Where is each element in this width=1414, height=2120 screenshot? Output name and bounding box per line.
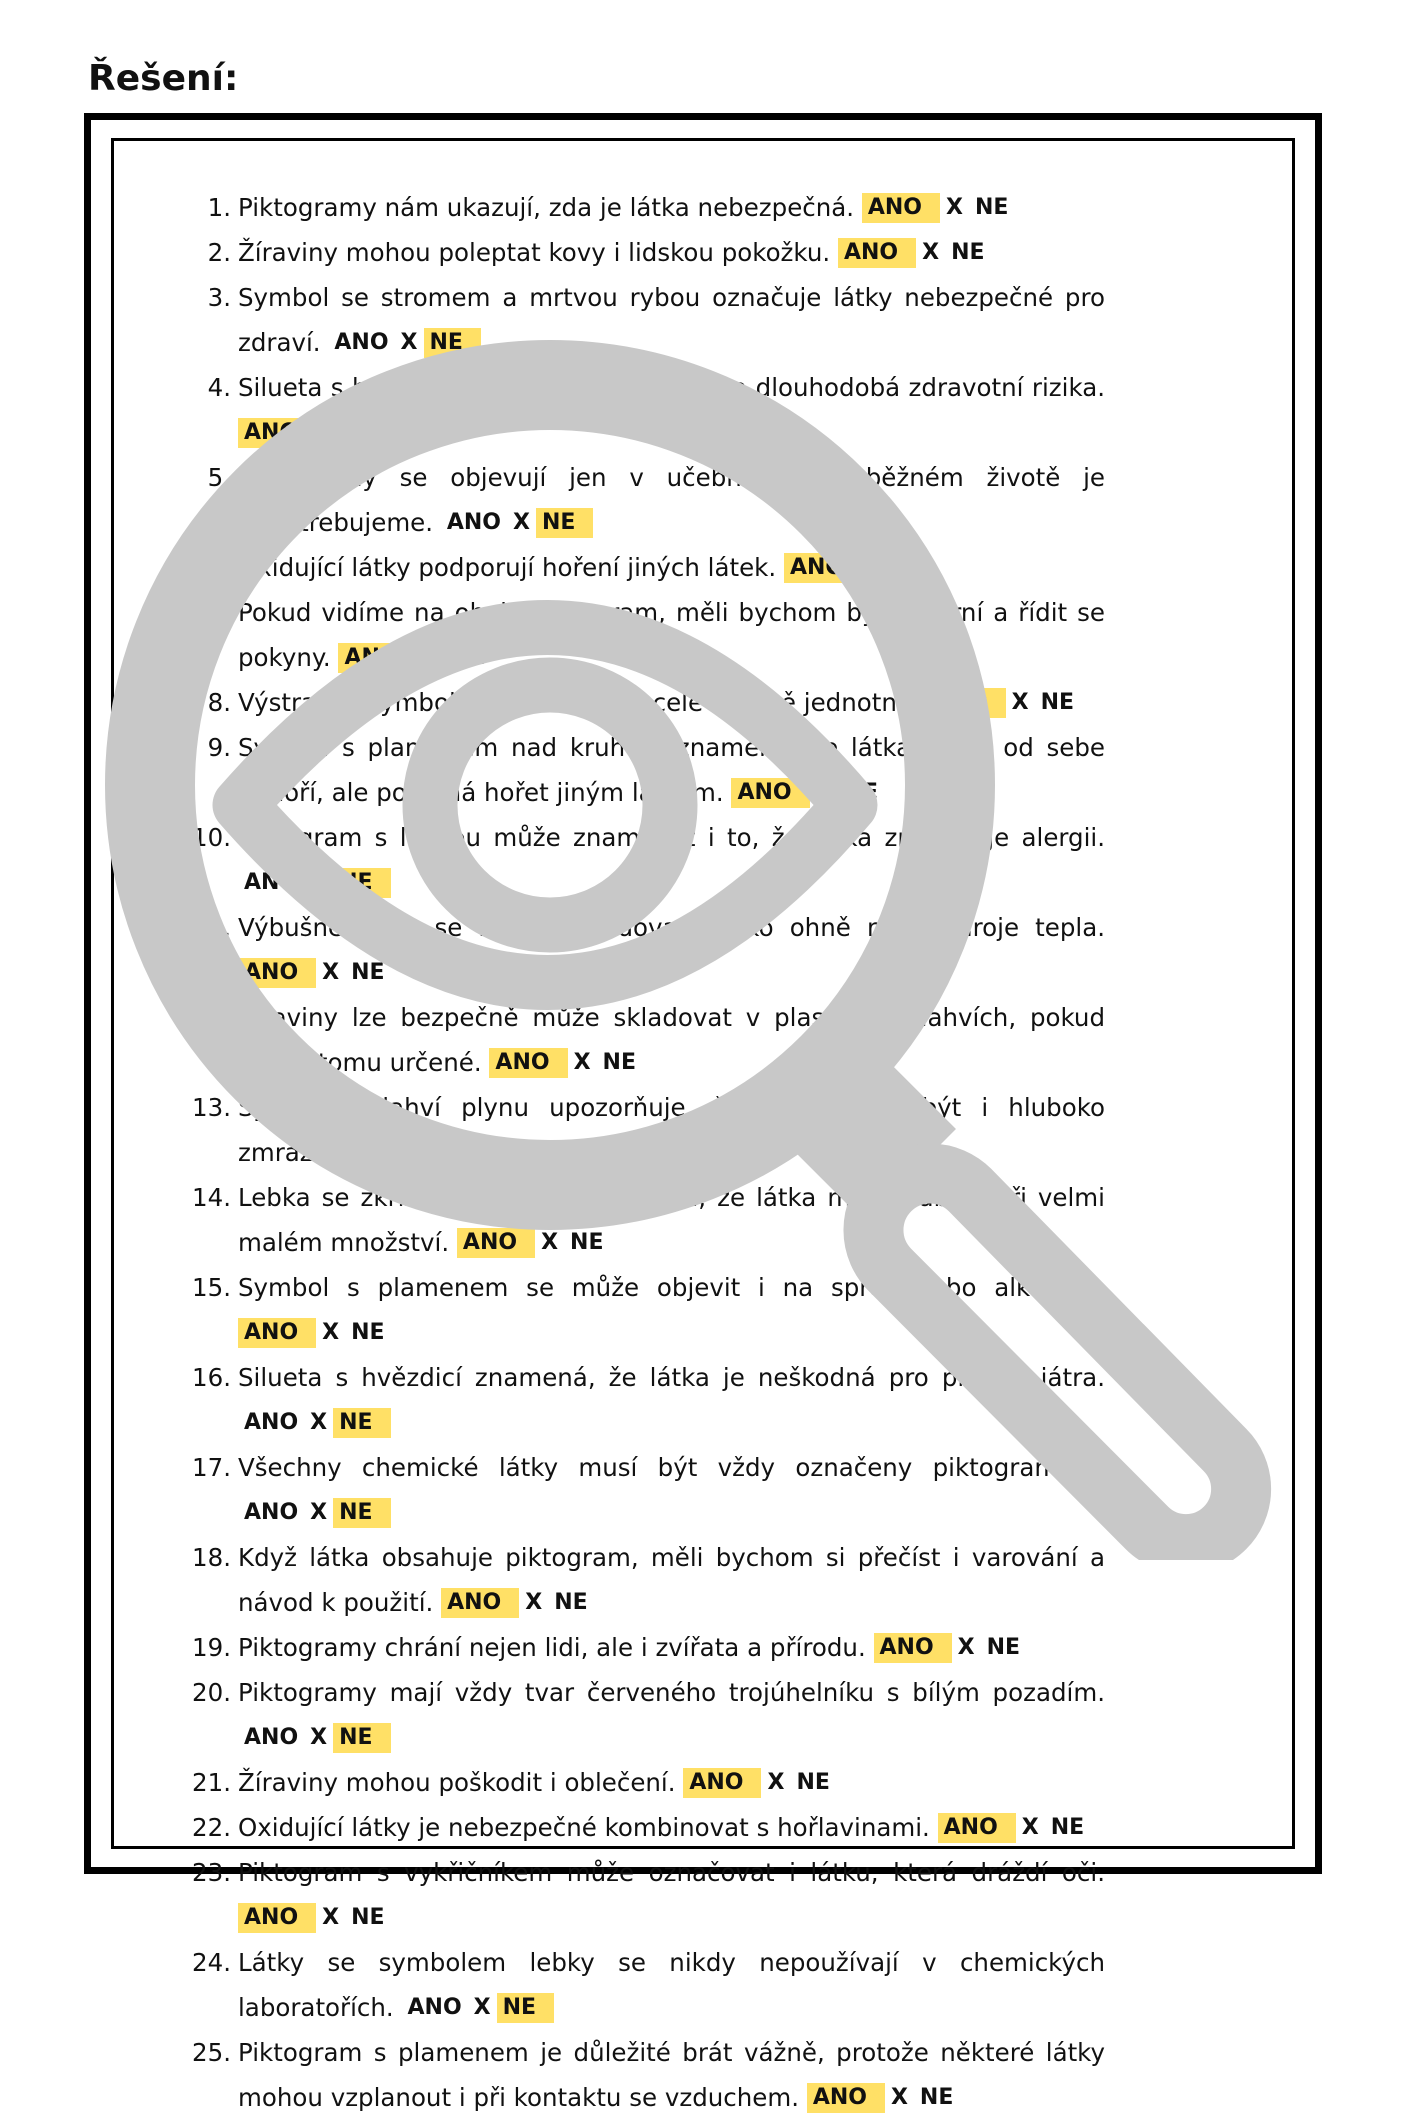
question-item [175, 1850, 1105, 1940]
question-item [175, 905, 1105, 995]
answer-no: NE [451, 645, 486, 670]
question-item [175, 1940, 1105, 2030]
answer-group [238, 868, 391, 897]
question-item [175, 725, 1105, 815]
answer-no: NE [333, 1723, 390, 1753]
answer-group [441, 1588, 594, 1617]
answer-yes: ANO [784, 553, 862, 583]
question-text: Symbol se stromem a mrtvou rybou označuje látky nebezpečné pro zdraví. [238, 283, 1105, 357]
question-item [175, 995, 1105, 1085]
question-number: 18. [192, 1543, 231, 1572]
answer-yes: ANO [244, 1500, 299, 1525]
answer-group [238, 1903, 391, 1932]
answer-no: NE [951, 240, 985, 265]
question-text: Pokud vidíme na obalu piktogram, měli bychom být opatrní a řídit se pokyny. [238, 598, 1105, 672]
answer-yes: ANO [457, 1228, 535, 1258]
question-number: 16. [192, 1363, 231, 1392]
answer-separator: X [473, 1995, 491, 2020]
answer-no: NE [974, 195, 1009, 220]
answer-separator: X [701, 1140, 719, 1165]
answer-yes: ANO [238, 958, 316, 988]
question-item [175, 1535, 1105, 1625]
question-number: 19. [192, 1633, 231, 1662]
answer-separator: X [322, 1320, 340, 1345]
answer-yes: ANO [334, 330, 389, 355]
answer-no: NE [730, 1140, 764, 1165]
answer-separator: X [310, 1500, 328, 1525]
answer-group [238, 958, 391, 987]
question-number: 8. [207, 688, 231, 717]
answer-separator: X [422, 645, 440, 670]
question-text: Látky se symbolem lebky se nikdy nepoužívají v chemických laboratořích. [238, 1948, 1105, 2022]
question-list [175, 185, 1105, 2120]
answer-group [441, 508, 594, 537]
question-item [175, 1355, 1105, 1445]
answer-yes: ANO [238, 1318, 316, 1348]
answer-yes: ANO [238, 1903, 316, 1933]
answer-no: NE [844, 780, 879, 805]
answer-group [238, 1408, 391, 1437]
answer-group [784, 553, 937, 582]
answer-group [238, 1318, 391, 1347]
answer-group [683, 1768, 836, 1797]
answer-group [617, 1138, 770, 1167]
answer-group [874, 1633, 1027, 1662]
answer-yes: ANO [838, 238, 916, 268]
question-item [175, 1175, 1105, 1265]
answer-group [862, 193, 1015, 222]
answer-group [938, 1813, 1091, 1842]
question-number: 21. [192, 1768, 231, 1797]
answer-no: NE [497, 1993, 554, 2023]
answer-no: NE [1040, 690, 1075, 715]
answer-separator: X [957, 1635, 975, 1660]
answer-yes: ANO [731, 778, 809, 808]
answer-no: NE [351, 960, 385, 985]
question-text: Piktogramy mají vždy tvar červeného trojúhelníku s bílým pozadím. [238, 1678, 1105, 1707]
answer-separator: X [868, 555, 886, 580]
answer-no: NE [351, 420, 385, 445]
question-number: 2. [207, 238, 231, 267]
question-text: Výbušné látky se nesmí skladovat blízko ohně nebo zdroje tepla. [238, 913, 1105, 942]
answer-separator: X [525, 1590, 543, 1615]
answer-no: NE [897, 555, 931, 580]
question-number: 15. [192, 1273, 231, 1302]
question-number: 25. [192, 2038, 231, 2067]
question-item [175, 815, 1105, 905]
question-item [175, 1805, 1105, 1850]
question-number: 1. [207, 193, 231, 222]
question-item [175, 1625, 1105, 1670]
answer-group [807, 2083, 960, 2112]
question-number: 24. [192, 1948, 231, 1977]
answer-no: NE [536, 508, 593, 538]
answer-separator: X [573, 1050, 591, 1075]
answer-yes: ANO [617, 1138, 695, 1168]
answer-yes: ANO [244, 1725, 299, 1750]
answer-separator: X [400, 330, 418, 355]
answer-yes: ANO [446, 510, 501, 535]
answer-no: NE [424, 328, 481, 358]
question-number: 11. [192, 913, 231, 942]
question-item [175, 365, 1105, 455]
question-item [175, 275, 1105, 365]
question-text: Symbol s lahví plynu upozorňuje, že plyn může být i hluboko zmrazený a způsobit omrzliny. [238, 1093, 1105, 1167]
answer-yes: ANO [489, 1048, 567, 1078]
answer-group [402, 1993, 555, 2022]
question-text: Piktogramy chrání nejen lidi, ale i zvířata a přírodu. [238, 1633, 874, 1662]
answer-group [489, 1048, 642, 1077]
question-text: Žíraviny mohou poškodit i oblečení. [238, 1768, 684, 1797]
answer-no: NE [554, 1590, 588, 1615]
answer-group [457, 1228, 610, 1257]
question-item [175, 455, 1105, 545]
answer-yes: ANO [928, 688, 1006, 718]
question-text: Lebka se zkříženými hnáty znamená, že látka může zabít i při velmi malém množství. [238, 1183, 1105, 1257]
answer-group [238, 418, 391, 447]
question-item [175, 1445, 1105, 1535]
answer-separator: X [322, 420, 340, 445]
answer-separator: X [512, 510, 530, 535]
question-number: 20. [192, 1678, 231, 1707]
question-item [175, 185, 1105, 230]
answer-yes: ANO [238, 418, 316, 448]
answer-group [928, 688, 1081, 717]
question-number: 14. [192, 1183, 231, 1212]
question-number: 22. [192, 1813, 231, 1842]
question-text: Piktogram s lebkou může znamenat i to, že látka způsobuje alergii. [238, 823, 1105, 852]
question-item [175, 1670, 1105, 1760]
question-item [175, 1265, 1105, 1355]
answer-no: NE [602, 1050, 636, 1075]
question-number: 6. [207, 553, 231, 582]
answer-separator: X [322, 960, 340, 985]
answer-no: NE [570, 1230, 604, 1255]
answer-yes: ANO [244, 1410, 299, 1435]
question-item [175, 590, 1105, 680]
question-item [175, 230, 1105, 275]
answer-yes: ANO [441, 1588, 519, 1618]
question-number: 3. [207, 283, 231, 312]
question-item [175, 545, 1105, 590]
answer-no: NE [333, 1408, 390, 1438]
question-item [175, 1085, 1105, 1175]
answer-separator: X [1021, 1815, 1039, 1840]
question-number: 10. [192, 823, 231, 852]
question-number: 9. [207, 733, 231, 762]
answer-yes: ANO [874, 1633, 952, 1663]
question-text: Piktogram s plamenem je důležité brát vážně, protože některé látky mohou vzplanout i při kontaktu se vzduchem. [238, 2038, 1105, 2112]
question-text: Když látka obsahuje piktogram, měli bychom si přečíst i varování a návod k použití. [238, 1543, 1105, 1617]
answer-no: NE [351, 1905, 385, 1930]
question-number: 23. [192, 1858, 231, 1887]
question-text: Oxidující látky podporují hoření jiných látek. [238, 553, 784, 582]
answer-no: NE [351, 1320, 385, 1345]
question-number: 5. [207, 463, 231, 492]
answer-separator: X [1011, 690, 1029, 715]
answer-yes: ANO [338, 643, 416, 673]
answer-no: NE [986, 1635, 1021, 1660]
question-number: 7. [207, 598, 231, 627]
answer-group [338, 643, 491, 672]
question-text: Piktogramy se objevují jen v učebnicích, v běžném životě je nepotřebujeme. [238, 463, 1105, 537]
question-item [175, 680, 1105, 725]
question-text: Silueta s hvězdicí na hrudi upozorňuje na dlouhodobá zdravotní rizika. [238, 373, 1105, 402]
page-title: Řešení: [88, 58, 239, 99]
answer-separator: X [922, 240, 940, 265]
answer-separator: X [310, 1410, 328, 1435]
answer-group [731, 778, 884, 807]
answer-yes: ANO [807, 2083, 885, 2113]
question-text: Symbol s plamenem se může objevit i na spreji nebo alkoholu. [238, 1273, 1105, 1302]
question-number: 4. [207, 373, 231, 402]
question-text: Žíraviny mohou poleptat kovy i lidskou pokožku. [238, 238, 838, 267]
question-text: Všechny chemické látky musí být vždy označeny piktogramem. [238, 1453, 1105, 1482]
answer-no: NE [919, 2085, 954, 2110]
question-text: Symbol s plamenem nad kruhem znamená, že látka sama od sebe nehoří, ale pomáhá hořet jiným látkám. [238, 733, 1105, 807]
answer-separator: X [322, 1905, 340, 1930]
question-text: Piktogramy nám ukazují, zda je látka nebezpečná. [238, 193, 862, 222]
question-text: Oxidující látky je nebezpečné kombinovat s hořlavinami. [238, 1813, 938, 1842]
question-number: 13. [192, 1093, 231, 1122]
question-text: Piktogram s vykřičníkem může označovat i látku, která dráždí oči. [238, 1858, 1105, 1887]
answer-no: NE [1050, 1815, 1085, 1840]
answer-separator: X [815, 780, 833, 805]
answer-separator: X [310, 870, 328, 895]
question-item [175, 1760, 1105, 1805]
question-item [175, 2030, 1105, 2120]
question-number: 12. [192, 1003, 231, 1032]
answer-yes: ANO [244, 870, 299, 895]
question-number: 17. [192, 1453, 231, 1482]
answer-group [838, 238, 991, 267]
answer-yes: ANO [938, 1813, 1016, 1843]
answer-group [238, 1723, 391, 1752]
question-text: Výstražné symboly se používají v celé Evropě jednotně. [238, 688, 928, 717]
answer-separator: X [946, 195, 963, 220]
answer-separator: X [767, 1770, 785, 1795]
answer-no: NE [333, 1498, 390, 1528]
question-text: Silueta s hvězdicí znamená, že látka je neškodná pro plíce a játra. [238, 1363, 1105, 1392]
answer-yes: ANO [862, 193, 940, 223]
answer-separator: X [890, 2085, 908, 2110]
answer-group [328, 328, 481, 357]
answer-separator: X [541, 1230, 559, 1255]
answer-yes: ANO [407, 1995, 462, 2020]
answer-yes: ANO [683, 1768, 761, 1798]
answer-no: NE [333, 868, 390, 898]
question-text: Žíraviny lze bezpečně může skladovat v plastových lahvích, pokud jsou k tomu určené. [238, 1003, 1105, 1077]
answer-separator: X [310, 1725, 328, 1750]
answer-group [238, 1498, 391, 1527]
answer-no: NE [796, 1770, 830, 1795]
